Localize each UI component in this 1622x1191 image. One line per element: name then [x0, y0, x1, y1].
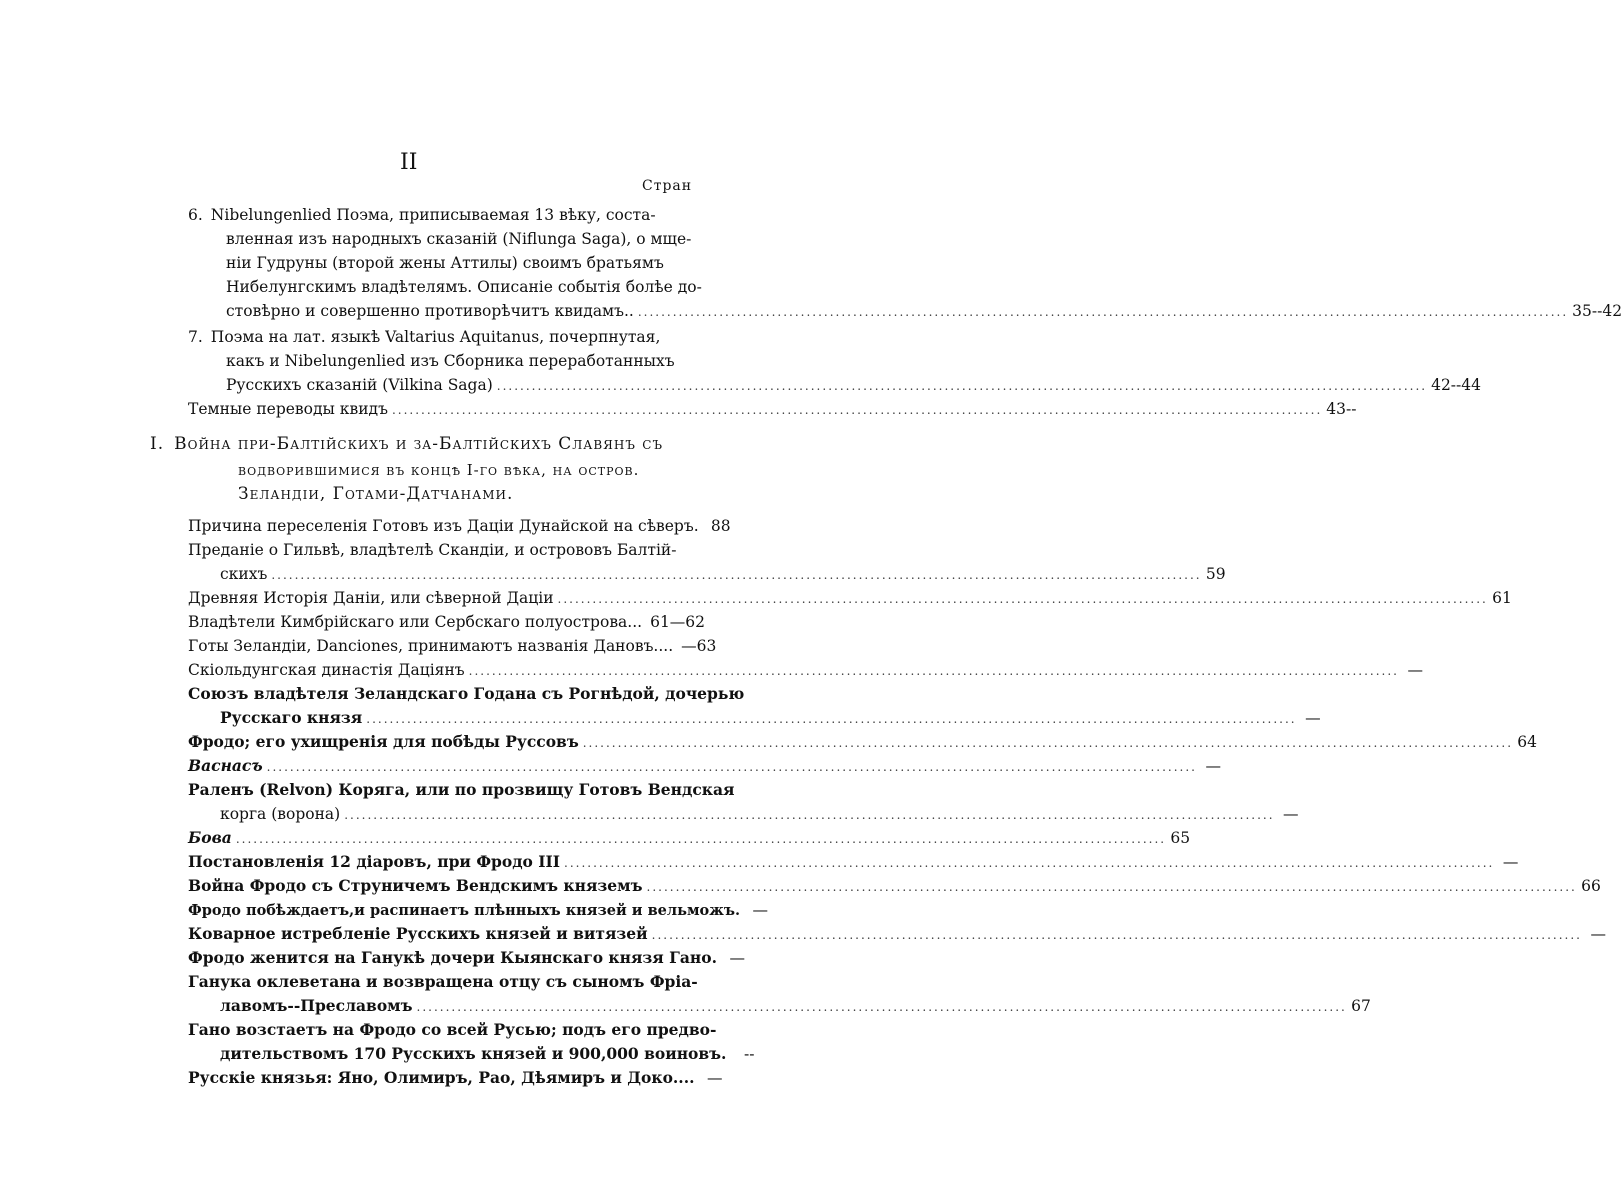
- section-title-line-3: Зеландіи, Готами-Датчанами.: [238, 484, 514, 504]
- toc-line: [188, 398, 1357, 421]
- toc-entry: [188, 659, 1423, 682]
- toc-entry: [188, 587, 1512, 610]
- dot-leader: [267, 756, 1197, 778]
- toc-entry: [188, 827, 1191, 850]
- page-column-header: Стран: [642, 178, 693, 194]
- entry-page-ref: —: [752, 901, 769, 919]
- toc-entry: [188, 635, 717, 657]
- dot-leader: [647, 876, 1577, 898]
- toc-entry: [220, 1043, 755, 1065]
- toc-line-text: Темные переводы квидъ: [188, 400, 388, 418]
- toc-entry: [220, 803, 1299, 826]
- toc-line: [188, 326, 696, 348]
- section-heading-line: [238, 458, 698, 482]
- toc-line-text: Русскихъ сказаній (Vilkina Saga): [226, 376, 493, 394]
- entry-text: Фродо женится на Ганукѣ дочери Кыянскаго князя Гано.: [188, 948, 717, 967]
- toc-entry: [188, 923, 1606, 946]
- toc-entry: [188, 1067, 723, 1089]
- entry-text: Фродо; его ухищренія для побѣды Руссовъ: [188, 732, 579, 751]
- entry-text: лавомъ--Преславомъ: [220, 996, 413, 1015]
- entry-text: Фродо побѣждаетъ,и распинаетъ плѣнныхъ князей и вельможъ.: [188, 902, 741, 919]
- entry-text: Коварное истребленіе Русскихъ князей и витязей: [188, 924, 648, 943]
- dot-leader: [417, 996, 1347, 1018]
- dot-leader: [497, 375, 1427, 397]
- toc-entry: [188, 755, 1221, 778]
- toc-line-text: ніи Гудруны (второй жены Аттилы) своимъ братьямъ: [226, 254, 664, 272]
- entry-page-ref: —: [729, 949, 745, 967]
- entry-text: Постановленія 12 діаровъ, при Фродо III: [188, 852, 561, 871]
- toc-line: [226, 350, 696, 372]
- dot-leader: [638, 301, 1568, 323]
- entry-page-ref: 64: [1517, 733, 1538, 751]
- toc-line-text: какъ и Nibelungenlied изъ Сборника переработанныхъ: [226, 352, 675, 370]
- entry-text: Васнасъ: [188, 756, 263, 775]
- toc-entry: [188, 515, 731, 537]
- entry-page-ref: —: [1305, 709, 1321, 727]
- toc-entry: [188, 731, 1538, 754]
- entry-text: корга (ворона): [220, 805, 341, 823]
- entry-text: Союзъ владѣтеля Зеландскаго Годана съ Рогнѣдой, дочерью: [188, 684, 745, 703]
- entry-text: Гано возстаетъ на Фродо со всей Русью; подъ его предво-: [188, 1020, 717, 1039]
- toc-entry: [188, 971, 696, 993]
- toc-item-number: 7.: [188, 328, 203, 346]
- toc-entry: [188, 683, 745, 705]
- toc-entry: [220, 707, 1321, 730]
- toc-line-text: вленная изъ народныхъ сказаній (Niflunga Saga), о мще-: [226, 230, 692, 248]
- entry-text: Русскаго князя: [220, 708, 363, 727]
- entry-page-ref: 67: [1351, 997, 1371, 1015]
- toc-entry: [220, 995, 1371, 1018]
- entry-page-ref: —: [1283, 805, 1299, 823]
- page-number: II: [400, 150, 418, 175]
- toc-line-text: Поэма на лат. языкѣ Valtarius Aquitanus, почерпнутая,: [210, 328, 661, 346]
- dot-leader: [271, 564, 1201, 586]
- section-title-line-1: Война при-Балтійскихъ и за-Балтійскихъ Славянъ съ: [174, 434, 663, 454]
- entry-page-ref: 61: [1492, 589, 1512, 607]
- toc-line: [226, 300, 1622, 323]
- entry-text: Готы Зеландіи, Danciones, принимаютъ названія Дановъ....: [188, 637, 674, 655]
- toc-entry: [188, 851, 1519, 874]
- entry-page-ref: —: [1590, 925, 1606, 943]
- entry-page-ref: —: [1205, 757, 1221, 775]
- toc-entry: [220, 563, 1226, 586]
- entry-page-ref: —: [707, 1069, 723, 1087]
- dot-leader: [558, 588, 1488, 610]
- dot-leader: [469, 660, 1399, 682]
- dot-leader: [652, 924, 1582, 946]
- toc-line: [188, 204, 696, 226]
- entry-text: Ганука оклеветана и возвращена отцу съ сыномъ Фріа-: [188, 972, 698, 991]
- entry-page-ref: —: [1407, 661, 1423, 679]
- toc-line: [226, 252, 696, 274]
- toc-entry: [188, 1019, 717, 1041]
- toc-entry: [188, 947, 745, 969]
- toc-item-number: 6.: [188, 206, 203, 224]
- toc-entry: [188, 779, 735, 801]
- toc-line: [226, 276, 702, 298]
- toc-entry: [188, 539, 696, 561]
- entry-text: скихъ: [220, 565, 268, 583]
- entry-page-ref: 88: [710, 517, 731, 535]
- toc-page-ref: 43--: [1326, 400, 1357, 418]
- entry-page-ref: 61—62: [650, 613, 706, 631]
- section-numeral: I.: [150, 434, 165, 454]
- dot-leader: [583, 732, 1513, 754]
- dot-leader: [236, 828, 1166, 850]
- entry-page-ref: 59: [1205, 565, 1226, 583]
- entry-page-ref: —: [1502, 853, 1519, 871]
- toc-entry: [188, 899, 769, 922]
- entry-text: Владѣтели Кимбрійскаго или Сербскаго полуострова...: [188, 613, 643, 631]
- toc-line-text: Nibelungenlied Поэма, приписываемая 13 вѣку, соста-: [210, 206, 656, 224]
- dot-leader: [344, 804, 1274, 826]
- dot-leader: [366, 708, 1296, 730]
- toc-line-text: стовѣрно и совершенно противорѣчитъ квидамъ..: [226, 302, 634, 320]
- section-heading-line: [238, 482, 698, 506]
- entry-text: Причина переселенія Готовъ изъ Даціи Дунайской на сѣверъ.: [188, 517, 699, 535]
- toc-line: [226, 228, 696, 250]
- dot-leader: [564, 852, 1494, 874]
- entry-page-ref: --: [743, 1045, 755, 1063]
- toc-page-ref: 42--44: [1431, 376, 1481, 394]
- toc-entry: [188, 611, 706, 633]
- entry-text: Скіольдунгская династія Даціянъ: [188, 661, 465, 679]
- toc-line: [226, 374, 1481, 397]
- entry-text: Бова: [188, 828, 232, 847]
- toc-entry: [188, 875, 1601, 898]
- entry-text: Русскіе князья: Яно, Олимиръ, Рао, Дѣямиръ и Доко....: [188, 1068, 695, 1087]
- entry-text: Раленъ (Relvon) Коряга, или по прозвищу Готовъ Вендская: [188, 780, 735, 799]
- entry-page-ref: 65: [1170, 829, 1191, 847]
- section-heading-line: [150, 432, 690, 456]
- toc-page-ref: 35--42: [1572, 302, 1622, 320]
- toc-line-text: Нибелунгскимъ владѣтелямъ. Описаніе событія болѣе до-: [226, 278, 702, 296]
- entry-text: Преданіе о Гильвѣ, владѣтелѣ Скандіи, и острововъ Балтій-: [188, 541, 677, 559]
- entry-text: дительствомъ 170 Русскихъ князей и 900,000 воиновъ.: [220, 1044, 727, 1063]
- dot-leader: [392, 399, 1322, 421]
- section-title-line-2: водворившимися въ концѣ I-го вѣка, на остров.: [238, 461, 640, 479]
- entry-text: Война Фродо съ Струничемъ Вендскимъ княземъ: [188, 876, 643, 895]
- entry-text: Древняя Исторія Даніи, или сѣверной Даціи: [188, 589, 554, 607]
- entry-page-ref: —63: [681, 637, 717, 655]
- entry-page-ref: 66: [1581, 877, 1601, 895]
